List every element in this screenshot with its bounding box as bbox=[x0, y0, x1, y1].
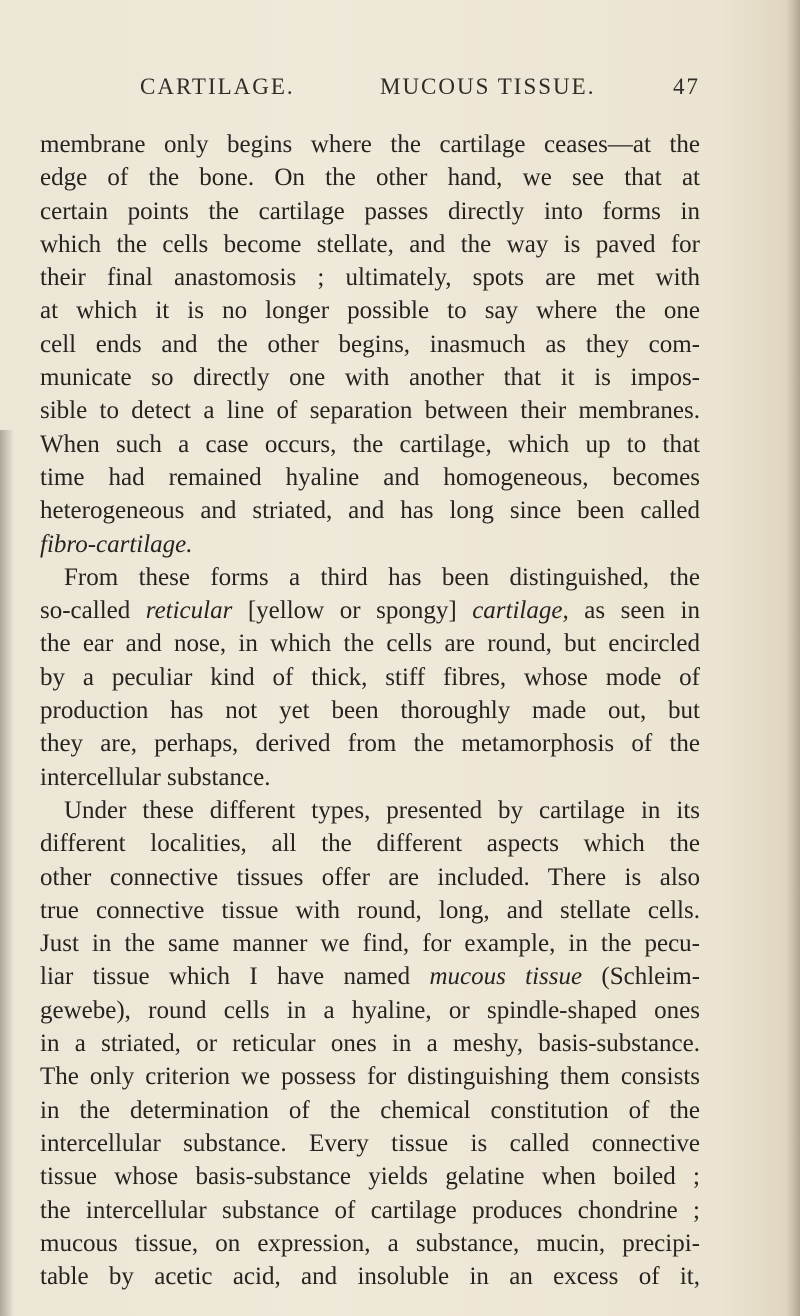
text-run: membrane only begins where the cartilage ceases—at the bbox=[40, 131, 700, 158]
text-line bbox=[40, 994, 700, 1027]
text-line bbox=[40, 1027, 700, 1060]
italic-text-run: cartilage, bbox=[472, 597, 569, 625]
text-run: true connective tissue with round, long, and stellate cells. bbox=[40, 896, 700, 924]
text-run: heterogeneous and striated, and has long since been called bbox=[40, 497, 700, 525]
text-line bbox=[40, 1194, 700, 1227]
text-line bbox=[40, 195, 700, 228]
running-head-section: MUCOUS TISSUE. bbox=[380, 74, 596, 99]
page-gutter-shadow bbox=[0, 430, 14, 1316]
text-run: in a striated, or reticular ones in a meshy, basis-substance. bbox=[40, 1030, 700, 1058]
text-run: From these forms a third has been distinguished, the bbox=[64, 563, 700, 591]
text-line bbox=[40, 161, 700, 194]
text-run: by a peculiar kind of thick, stiff fibres, whose mode of bbox=[40, 663, 700, 691]
text-line bbox=[40, 361, 700, 394]
text-line bbox=[40, 1227, 700, 1260]
text-run: in the determination of the chemical constitution of the bbox=[40, 1096, 700, 1124]
page-edge-shadow bbox=[786, 0, 800, 1316]
text-line bbox=[40, 627, 700, 660]
text-line bbox=[40, 1060, 700, 1093]
text-line bbox=[40, 1127, 700, 1160]
text-run: other connective tissues offer are included. There is also bbox=[40, 863, 700, 891]
text-run: the ear and nose, in which the cells are round, but encircled bbox=[40, 630, 700, 658]
text-line bbox=[40, 661, 700, 694]
text-line bbox=[40, 1260, 700, 1293]
text-run: their final anastomosis ; ultimately, spots are met with bbox=[40, 264, 700, 292]
text-run: edge of the bone. On the other hand, we see that at bbox=[40, 164, 700, 192]
text-line bbox=[40, 761, 700, 794]
text-run: production has not yet been thoroughly made out, but bbox=[40, 697, 700, 725]
text-line bbox=[40, 261, 700, 294]
italic-text-run: reticular bbox=[145, 597, 233, 625]
text-run: the intercellular substance of cartilage produces chondrine ; bbox=[40, 1196, 700, 1224]
running-head bbox=[140, 74, 700, 106]
text-run: mucous tissue, on expression, a substance, mucin, precipi- bbox=[40, 1229, 700, 1257]
text-run: which the cells become stellate, and the way is paved for bbox=[40, 230, 700, 258]
body-text bbox=[40, 128, 700, 1293]
text-line bbox=[40, 528, 700, 561]
text-line bbox=[40, 594, 700, 627]
text-line bbox=[40, 1094, 700, 1127]
text-run: tissue whose basis-substance yields gelatine when boiled ; bbox=[40, 1163, 700, 1191]
text-run: gewebe), round cells in a hyaline, or spindle-shaped ones bbox=[40, 996, 700, 1024]
text-run: as seen in bbox=[568, 597, 700, 625]
text-line bbox=[40, 394, 700, 427]
text-run: Under these different types, presented by cartilage in its bbox=[64, 796, 700, 824]
text-line bbox=[40, 827, 700, 860]
running-head-chapter: CARTILAGE. bbox=[140, 74, 295, 99]
text-line bbox=[40, 494, 700, 527]
text-run: liar tissue which I have named bbox=[40, 963, 430, 991]
text-line bbox=[40, 1160, 700, 1193]
text-line bbox=[40, 461, 700, 494]
text-run: The only criterion we possess for distinguishing them consists bbox=[40, 1063, 700, 1091]
page-number: 47 bbox=[673, 74, 700, 99]
text-line bbox=[40, 128, 700, 161]
text-line bbox=[40, 727, 700, 760]
text-run: Just in the same manner we find, for example, in the pecu- bbox=[40, 930, 700, 958]
text-run: they are, perhaps, derived from the metamorphosis of the bbox=[40, 730, 700, 758]
text-run: different localities, all the different aspects which the bbox=[40, 830, 700, 858]
text-run: sible to detect a line of separation between their membranes. bbox=[40, 397, 700, 425]
text-run: certain points the cartilage passes directly into forms in bbox=[40, 197, 700, 225]
text-line bbox=[40, 861, 700, 894]
text-run: [yellow or spongy] bbox=[232, 597, 473, 625]
text-line bbox=[40, 428, 700, 461]
text-line bbox=[40, 927, 700, 960]
text-line bbox=[40, 960, 700, 993]
text-run: table by acetic acid, and insoluble in an excess of it, bbox=[40, 1263, 700, 1291]
text-run: so-called bbox=[40, 597, 146, 625]
text-line bbox=[40, 328, 700, 361]
italic-text-run: mucous tissue bbox=[429, 963, 583, 991]
text-run: When such a case occurs, the cartilage, which up to that bbox=[40, 430, 700, 458]
text-line bbox=[40, 561, 700, 594]
text-line bbox=[40, 228, 700, 261]
text-run: intercellular substance. Every tissue is called connective bbox=[40, 1129, 700, 1157]
text-run: cell ends and the other begins, inasmuch as they com- bbox=[40, 330, 700, 358]
text-line bbox=[40, 294, 700, 327]
text-run: intercellular substance. bbox=[40, 763, 271, 791]
italic-text-run: fibro-cartilage. bbox=[40, 530, 193, 558]
text-run: (Schleim- bbox=[582, 963, 700, 991]
text-line bbox=[40, 894, 700, 927]
text-line bbox=[40, 694, 700, 727]
text-run: municate so directly one with another that it is impos- bbox=[40, 364, 700, 392]
text-run: time had remained hyaline and homogeneous, becomes bbox=[40, 463, 700, 491]
text-run: at which it is no longer possible to say where the one bbox=[40, 297, 700, 325]
text-line bbox=[40, 794, 700, 827]
